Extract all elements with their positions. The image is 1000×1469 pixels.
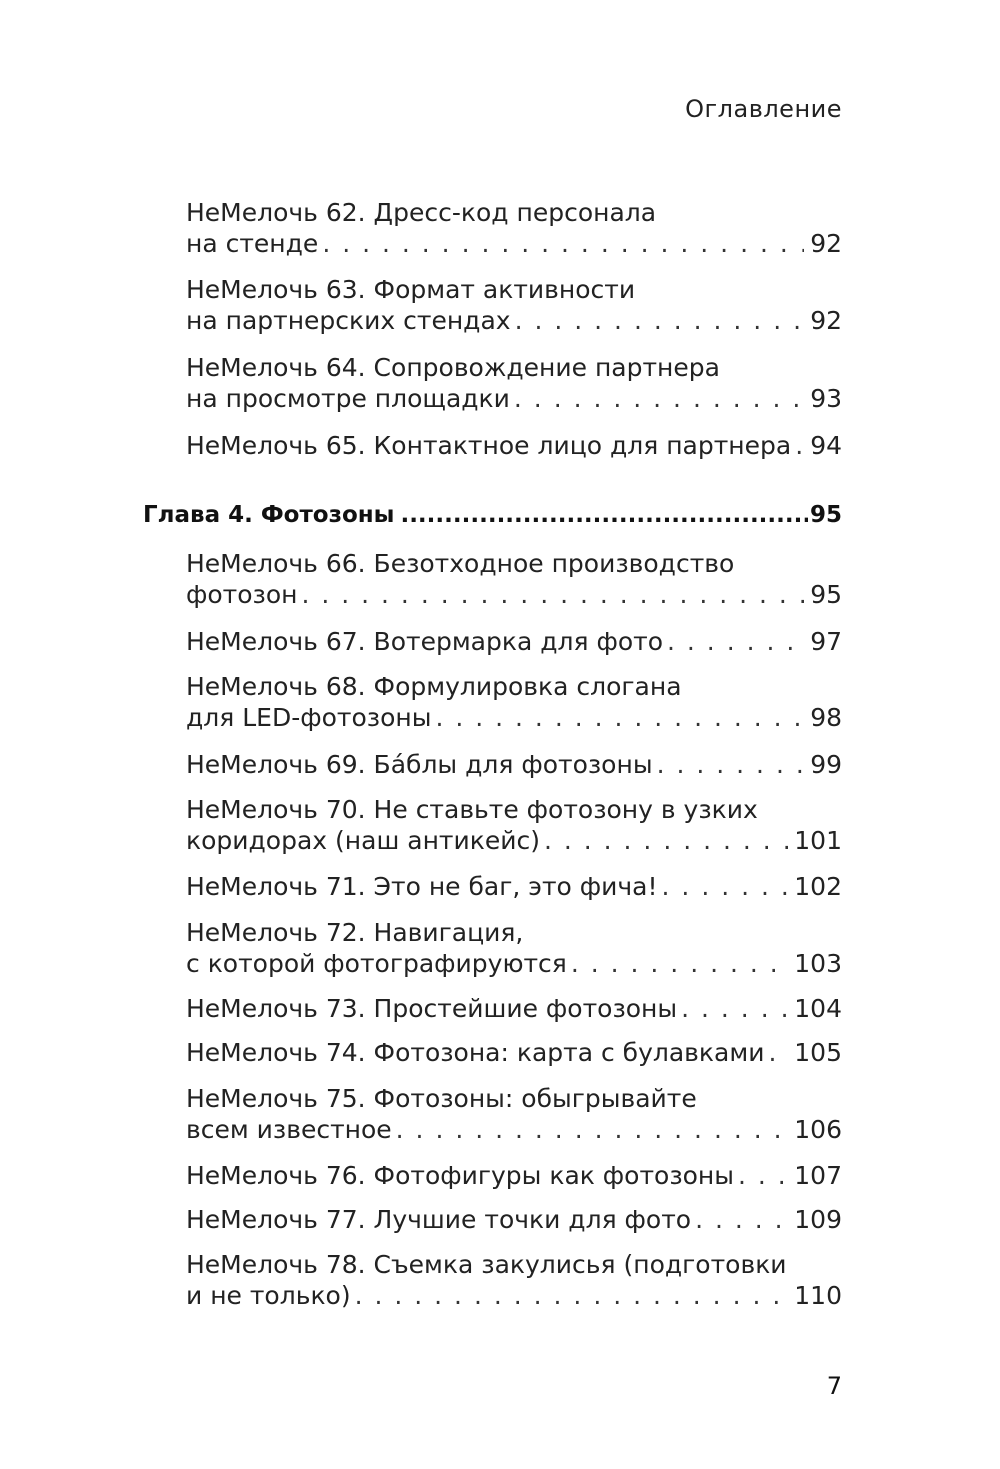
dot-leader — [657, 749, 805, 780]
toc-entry-title: НеМелочь 69. Ба́блы для фотозоны — [186, 750, 653, 779]
toc-entry-line1: НеМелочь 62. Дресс-код персонала — [186, 198, 657, 227]
toc-entry-page: 102 — [794, 872, 842, 901]
toc-entry — [186, 871, 842, 902]
toc-entry-page: 109 — [794, 1205, 842, 1234]
toc-entry-line1: НеМелочь 66. Безотходное производство — [186, 549, 735, 578]
toc-entry-page: 92 — [810, 229, 842, 258]
toc-entry — [186, 626, 842, 657]
toc-entry-title: для LED-фотозоны — [186, 703, 432, 732]
dot-leader — [544, 825, 788, 856]
toc-entry-page: 104 — [794, 994, 842, 1023]
dot-leader — [400, 500, 808, 531]
toc-entry — [186, 197, 842, 259]
toc-entry — [186, 1204, 842, 1235]
toc-entry-title: НеМелочь 67. Вотермарка для фото — [186, 627, 664, 656]
toc-entry-page: 107 — [794, 1161, 842, 1190]
toc-entry-title: НеМелочь 76. Фотофигуры как фотозоны — [186, 1161, 735, 1190]
dot-leader — [667, 626, 804, 657]
toc-entry — [186, 794, 842, 856]
toc-entry-line1: НеМелочь 75. Фотозоны: обыгрывайте — [186, 1084, 697, 1113]
dot-leader — [795, 430, 804, 461]
toc-entry-title: всем известное — [186, 1115, 392, 1144]
toc-entry — [186, 1160, 842, 1191]
toc-entry-title: НеМелочь 65. Контактное лицо для партнера — [186, 431, 792, 460]
toc-entry-page: 97 — [810, 627, 842, 656]
toc-entry-page: 101 — [794, 826, 842, 855]
toc-entry — [186, 671, 842, 733]
dot-leader — [435, 702, 804, 733]
toc-entry-page: 92 — [810, 306, 842, 335]
toc-entry — [186, 1083, 842, 1145]
dot-leader — [768, 1037, 788, 1068]
toc-entry — [186, 548, 842, 610]
toc-entry-page: 106 — [794, 1115, 842, 1144]
dot-leader — [396, 1114, 789, 1145]
toc-entry-title: коридорах (наш антикейс) — [186, 826, 540, 855]
toc-entry-page: 93 — [810, 384, 842, 413]
toc-entry — [186, 274, 842, 336]
toc-entry-page: 110 — [794, 1281, 842, 1310]
chapter-page: 95 — [809, 502, 842, 528]
toc-entry-page: 99 — [810, 750, 842, 779]
dot-leader — [681, 993, 788, 1024]
dot-leader — [662, 871, 789, 902]
dot-leader — [301, 579, 804, 610]
toc-entry — [186, 352, 842, 414]
toc-entry-page: 98 — [810, 703, 842, 732]
toc-entry-title: на просмотре площадки — [186, 384, 510, 413]
toc-entry — [186, 1037, 842, 1068]
toc-entry-title: на партнерских стендах — [186, 306, 511, 335]
toc-entry-page: 94 — [810, 431, 842, 460]
toc-entry-line1: НеМелочь 68. Формулировка слогана — [186, 672, 682, 701]
toc-entry-title: НеМелочь 77. Лучшие точки для фото — [186, 1205, 692, 1234]
chapter-heading — [143, 500, 842, 531]
toc-entry-page: 105 — [794, 1038, 842, 1067]
toc-entry — [186, 1249, 842, 1311]
toc-entry-page: 95 — [810, 580, 842, 609]
toc-entry-title: с которой фотографируются — [186, 949, 567, 978]
toc-entry-title: НеМелочь 73. Простейшие фотозоны — [186, 994, 678, 1023]
toc-entry-title: на стенде — [186, 229, 319, 258]
toc-entry-line1: НеМелочь 78. Съемка закулисья (подготовки — [186, 1250, 787, 1279]
chapter-title: Глава 4. Фотозоны — [143, 502, 395, 528]
toc-entry — [186, 430, 842, 461]
toc-entry-title: НеМелочь 74. Фотозона: карта с булавками — [186, 1038, 765, 1067]
toc-entry-line1: НеМелочь 72. Навигация, — [186, 918, 524, 947]
toc-entry — [186, 749, 842, 780]
toc-entry-line1: НеМелочь 64. Сопровождение партнера — [186, 353, 720, 382]
dot-leader — [322, 228, 804, 259]
dot-leader — [514, 383, 804, 414]
page-number: 7 — [826, 1372, 842, 1400]
toc-entry-page: 103 — [794, 949, 842, 978]
toc-entry — [186, 917, 842, 979]
dot-leader — [738, 1160, 788, 1191]
dot-leader — [695, 1204, 788, 1235]
toc-entry — [186, 993, 842, 1024]
toc-entry-title: и не только) — [186, 1281, 351, 1310]
toc-entry-title: НеМелочь 71. Это не баг, это фича! — [186, 872, 658, 901]
toc-entry-title: фотозон — [186, 580, 298, 609]
toc-entry-line1: НеМелочь 70. Не ставьте фотозону в узких — [186, 795, 758, 824]
dot-leader — [515, 305, 805, 336]
dot-leader — [355, 1280, 789, 1311]
running-head: Оглавление — [685, 95, 842, 123]
dot-leader — [571, 948, 788, 979]
toc-entry-line1: НеМелочь 63. Формат активности — [186, 275, 636, 304]
